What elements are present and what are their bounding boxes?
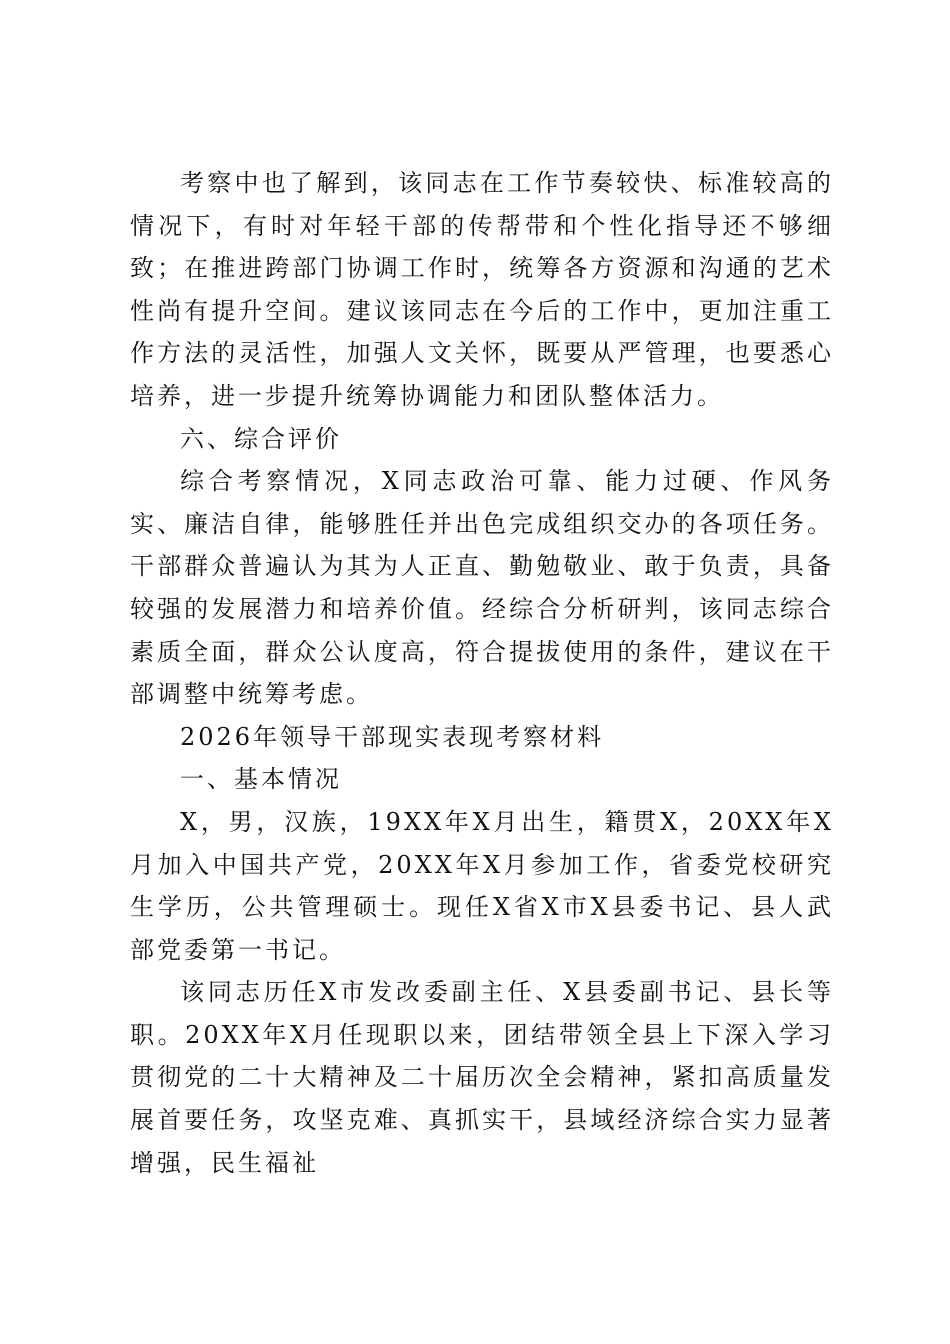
section-heading-basic-info: 一、基本情况 [180,765,342,794]
paragraph-basic-info: X，男，汉族，19XX年X月出生，籍贯X，20XX年X月加入中国共产党，20XX年X月参加工作，省委党校研究生学历，公共管理硕士。现任X省X市X县委书记、县人武部党委第一书记。 [130,807,834,964]
paragraph-comprehensive-evaluation: 综合考察情况，X同志政治可靠、能力过硬、作风务实、廉洁自律，能够胜任并出色完成组织交办的各项任务。干部群众普遍认为其为人正直、勤勉敬业、敢于负责，具备较强的发展潜力和培养价值。经综合分析研判，该同志综合素质全面，群众公认度高，符合提拔使用的条件，建议在干部调整中统筹考虑。 [130,467,834,709]
document-title: 2026年领导干部现实表现考察材料 [180,722,605,751]
section-heading-comprehensive-evaluation: 六、综合评价 [180,424,342,453]
paragraph-shortcomings: 考察中也了解到，该同志在工作节奏较快、标准较高的情况下，有时对年轻干部的传帮带和个性化指导还不够细致；在推进跨部门协调工作时，统筹各方资源和沟通的艺术性尚有提升空间。建议该同志在今后的工作中，更加注重工作方法的灵活性，加强人文关怀，既要从严管理，也要悉心培养，进一步提升统筹协调能力和团队整体活力。 [130,169,834,410]
document-page [130,162,834,1184]
paragraph-career: 该同志历任X市发改委副主任、X县委副书记、县长等职。20XX年X月任现职以来，团结带领全县上下深入学习贯彻党的二十大精神及二十届历次全会精神，紧扣高质量发展首要任务，攻坚克难、真抓实干，县域经济综合实力显著增强，民生福祉 [130,978,834,1177]
